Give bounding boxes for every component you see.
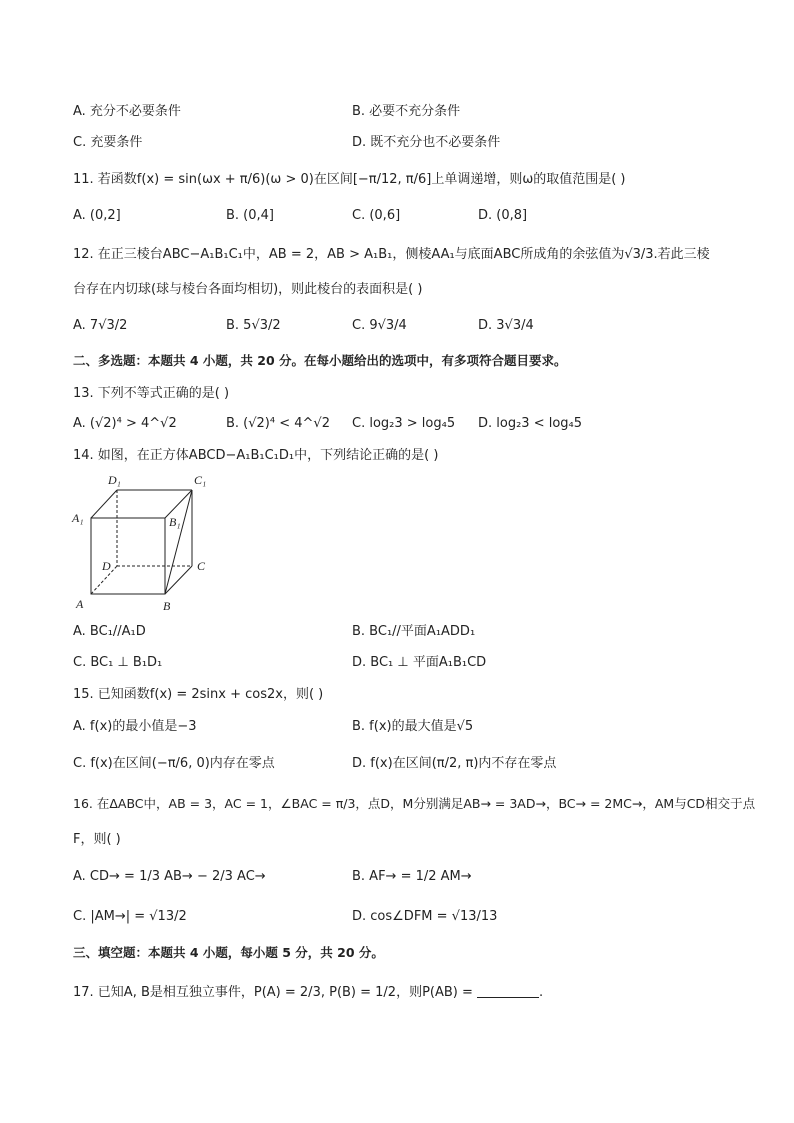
q14-option-c: C. BC₁ ⊥ B₁D₁ bbox=[73, 655, 163, 670]
q10-option-c: C. 充要条件 bbox=[73, 135, 143, 150]
q16-stem-line1: 16. 在ΔABC中，AB = 3，AC = 1，∠BAC = π/3，点D，M分别满足AB→ = 3AD→，BC→ = 2MC→，AM与CD相交于点 bbox=[73, 796, 756, 811]
q14-option-a: A. BC₁//A₁D bbox=[73, 624, 146, 639]
q14-option-d: D. BC₁ ⊥ 平面A₁B₁CD bbox=[352, 655, 487, 670]
q11-option-b: B. (0,4] bbox=[226, 208, 275, 223]
q15-option-a: A. f(x)的最小值是−3 bbox=[73, 719, 197, 734]
q12-stem-line2: 台存在内切球(球与棱台各面均相切)，则此棱台的表面积是( ) bbox=[73, 282, 423, 297]
q16-stem-line2: F，则( ) bbox=[73, 832, 121, 847]
q10-option-d: D. 既不充分也不必要条件 bbox=[352, 135, 501, 150]
q15-option-b: B. f(x)的最大值是√5 bbox=[352, 719, 474, 734]
section-3-heading: 三、填空题：本题共 4 小题，每小题 5 分，共 20 分。 bbox=[73, 945, 384, 960]
q13-option-a: A. (√2)⁴ > 4^√2 bbox=[73, 416, 177, 431]
label-a1: A₁ bbox=[72, 511, 84, 525]
label-d: D bbox=[102, 559, 111, 573]
q16-option-a: A. CD→ = 1/3 AB→ − 2/3 AC→ bbox=[73, 869, 266, 884]
q16-option-c: C. |AM→| = √13/2 bbox=[73, 909, 187, 924]
q15-option-d: D. f(x)在区间(π/2, π)内不存在零点 bbox=[352, 756, 557, 771]
q16-option-b: B. AF→ = 1/2 AM→ bbox=[352, 869, 472, 884]
q11-stem: 11. 若函数f(x) = sin(ωx + π/6)(ω > 0)在区间[−π/12, π/6]上单调递增，则ω的取值范围是( ) bbox=[73, 172, 626, 187]
q17-stem: 17. 已知A, B是相互独立事件，P(A) = 2/3, P(B) = 1/2，则P(AB) = bbox=[73, 985, 473, 1000]
diagonal-bc1 bbox=[165, 490, 192, 594]
q15-stem: 15. 已知函数f(x) = 2sinx + cos2x，则( ) bbox=[73, 687, 324, 702]
q12-stem-line1: 12. 在正三棱台ABC−A₁B₁C₁中，AB = 2，AB > A₁B₁，侧棱AA₁与底面ABC所成角的余弦值为√3/3.若此三棱 bbox=[73, 247, 710, 262]
label-d1: D₁ bbox=[108, 473, 121, 487]
q12-option-b: B. 5√3/2 bbox=[226, 318, 281, 333]
q11-option-a: A. (0,2] bbox=[73, 208, 121, 223]
q12-option-a: A. 7√3/2 bbox=[73, 318, 128, 333]
q16-option-d: D. cos∠DFM = √13/13 bbox=[352, 909, 498, 924]
q13-option-d: D. log₂3 < log₄5 bbox=[478, 416, 583, 431]
q11-option-d: D. (0,8] bbox=[478, 208, 528, 223]
q17-answer-blank bbox=[477, 985, 539, 998]
q14-stem: 14. 如图，在正方体ABCD−A₁B₁C₁D₁中，下列结论正确的是( ) bbox=[73, 448, 439, 463]
q17-end: . bbox=[539, 985, 544, 1000]
q12-option-d: D. 3√3/4 bbox=[478, 318, 534, 333]
q10-option-a: A. 充分不必要条件 bbox=[73, 104, 181, 119]
q13-stem: 13. 下列不等式正确的是( ) bbox=[73, 386, 230, 401]
q14-option-b: B. BC₁//平面A₁ADD₁ bbox=[352, 624, 476, 639]
label-c: C bbox=[197, 559, 206, 573]
q10-option-b: B. 必要不充分条件 bbox=[352, 104, 461, 119]
label-b: B bbox=[163, 599, 171, 613]
q13-option-b: B. (√2)⁴ < 4^√2 bbox=[226, 416, 330, 431]
q12-option-c: C. 9√3/4 bbox=[352, 318, 407, 333]
label-c1: C₁ bbox=[194, 473, 207, 487]
label-b1: B₁ bbox=[169, 515, 181, 529]
q15-option-c: C. f(x)在区间(−π/6, 0)内存在零点 bbox=[73, 756, 275, 771]
q17-line bbox=[73, 984, 543, 1002]
cube-figure bbox=[66, 470, 226, 618]
q13-option-c: C. log₂3 > log₄5 bbox=[352, 416, 456, 431]
q11-option-c: C. (0,6] bbox=[352, 208, 401, 223]
label-a: A bbox=[76, 597, 84, 611]
section-2-heading: 二、多选题：本题共 4 小题，共 20 分。在每小题给出的选项中，有多项符合题目要求。 bbox=[73, 353, 567, 368]
